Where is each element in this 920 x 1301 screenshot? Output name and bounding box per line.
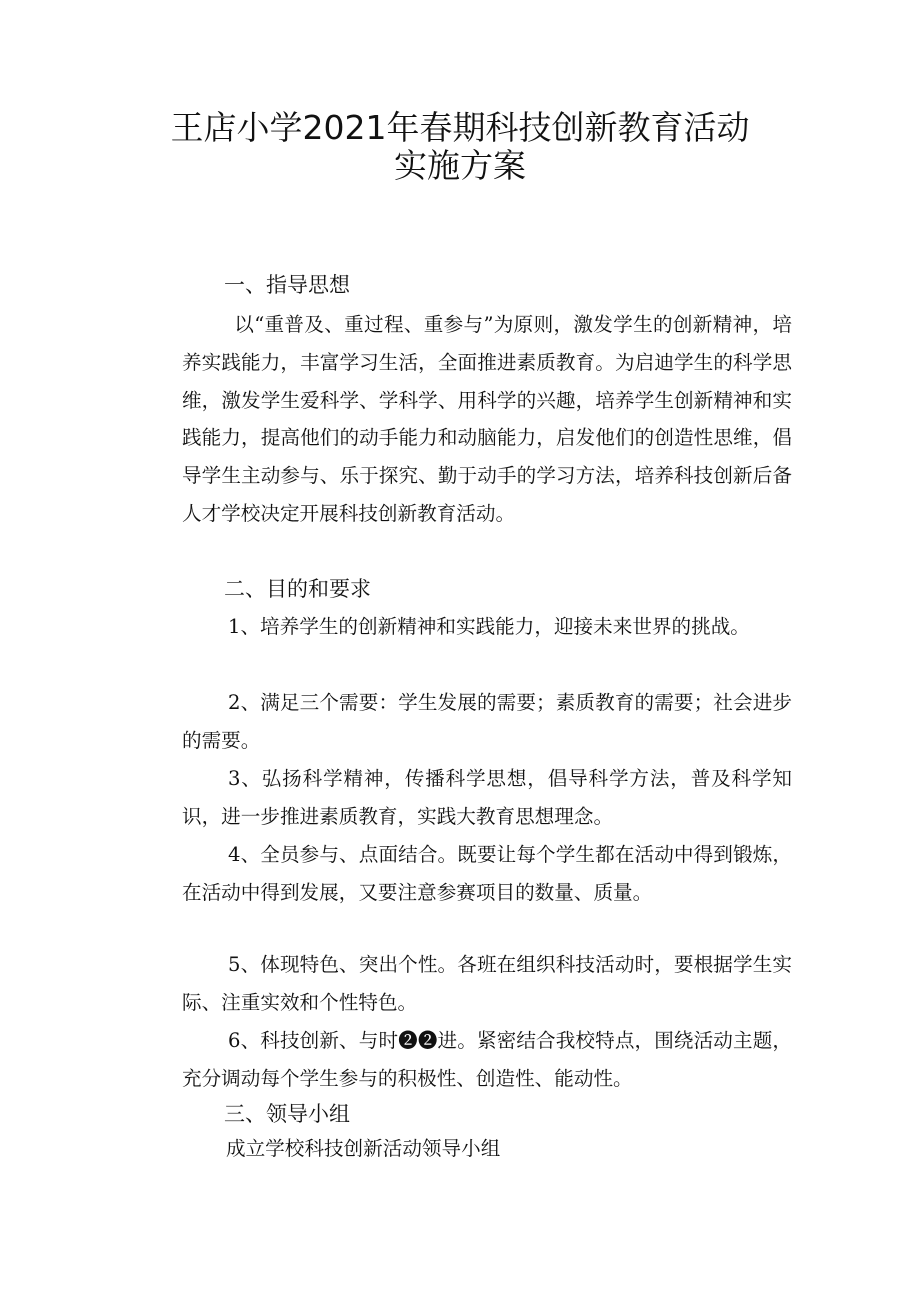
document-title-line-2: 实施方案 — [394, 146, 526, 185]
paragraph-goal-1 — [182, 608, 792, 646]
paragraph-text: 1、培养学生的创新精神和实践能力，迎接未来世界的挑战。 — [228, 615, 750, 638]
paragraph-goal-6 — [182, 1022, 792, 1098]
paragraph-text: 3、弘扬科学精神，传播科学思想，倡导科学方法，普及科学知识，进一步推进素质教育，实践大教育思想理念。 — [182, 767, 792, 828]
section-heading-guiding-thought: 一、指导思想 — [224, 273, 350, 297]
paragraph-text: 2、满足三个需要：学生发展的需要；素质教育的需要；社会进步的需要。 — [182, 691, 792, 752]
paragraph-leadership: 成立学校科技创新活动领导小组 — [226, 1137, 501, 1160]
paragraph-goal-5 — [182, 946, 792, 1022]
section-heading-goals: 二、目的和要求 — [224, 577, 371, 601]
section-heading-leadership: 三、领导小组 — [224, 1102, 350, 1126]
paragraph-goal-3 — [182, 760, 792, 836]
paragraph-guiding-thought — [182, 306, 792, 533]
paragraph-text: 5、体现特色、突出个性。各班在组织科技活动时，要根据学生实际、注重实效和个性特色。 — [182, 953, 792, 1014]
paragraph-text: 6、科技创新、与时❷❷进。紧密结合我校特点，围绕活动主题，充分调动每个学生参与的积极性、创造性、能动性。 — [182, 1029, 792, 1090]
paragraph-goal-4 — [182, 836, 792, 912]
paragraph-text: 4、全员参与、点面结合。既要让每个学生都在活动中得到锻炼，在活动中得到发展，又要注意参赛项目的数量、质量。 — [182, 843, 792, 904]
paragraph-text: 以“重普及、重过程、重参与”为原则，激发学生的创新精神，培养实践能力，丰富学习生活，全面推进素质教育。为启迪学生的科学思维，激发学生爱科学、学科学、用科学的兴趣，培养学生创新精神和实践能力，提高他们的动手能力和动脑能力，启发他们的创造性思维，倡导学生主动参与、乐于探究、勤于动手的学习方法，培养科技创新后备人才学校决定开展科技创新教育活动。 — [182, 313, 792, 525]
document-title-line-1: 王店小学2021年春期科技创新教育活动 — [170, 108, 750, 147]
paragraph-goal-2 — [182, 684, 792, 760]
